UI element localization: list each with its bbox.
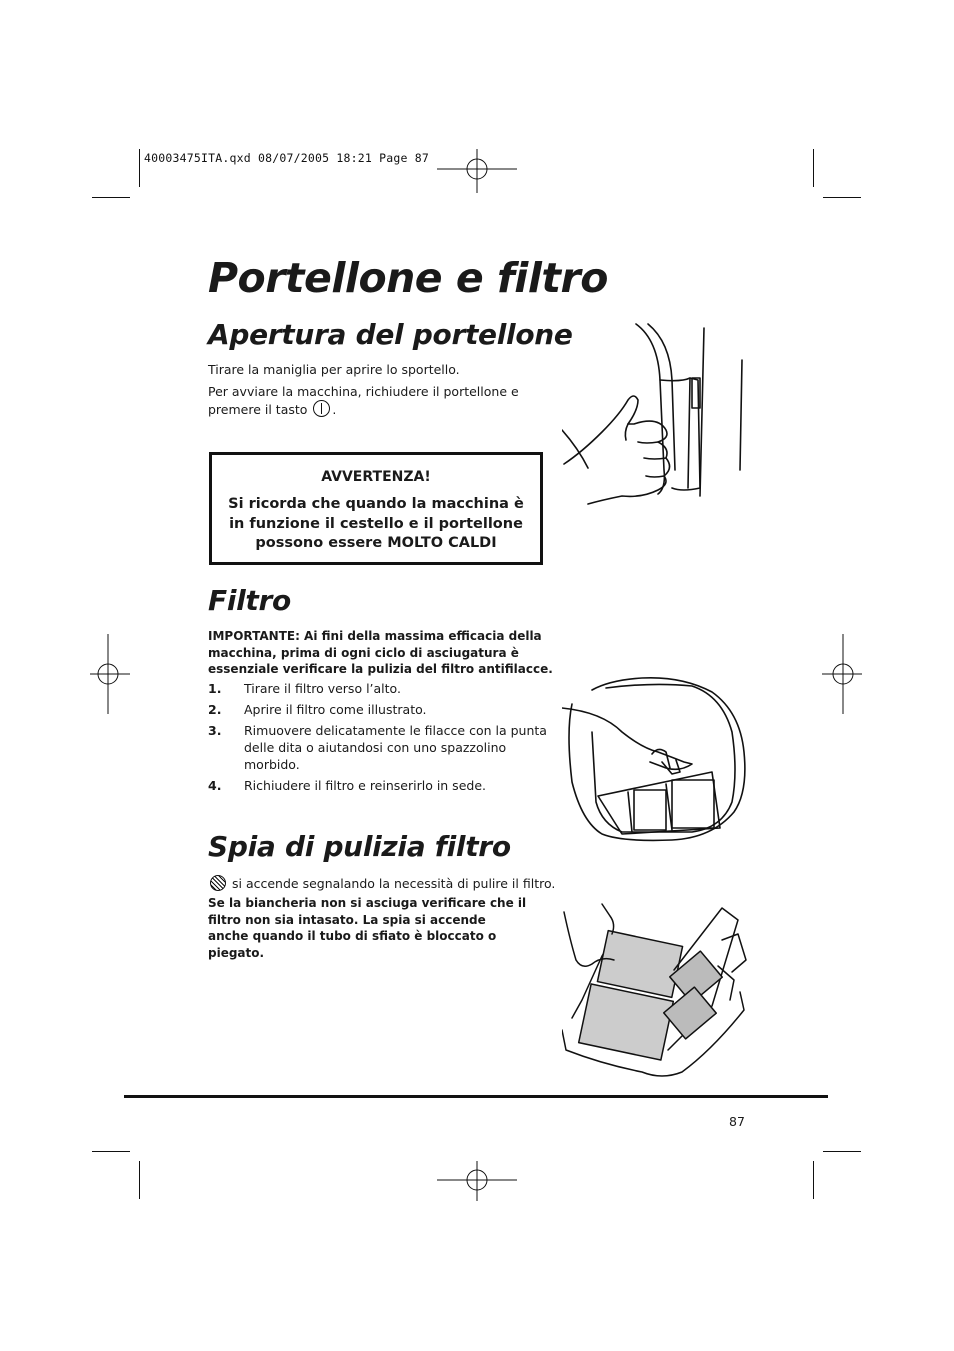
step-number: 1. — [208, 681, 222, 696]
filter-indicator-icon — [210, 875, 226, 891]
step-item — [208, 701, 548, 718]
page-number: 87 — [729, 1114, 745, 1129]
heading-apertura: Apertura del portellone — [208, 318, 573, 351]
filtro-steps — [208, 680, 548, 798]
crop-mark — [139, 149, 140, 187]
crop-mark — [813, 1161, 814, 1199]
step-text: Aprire il filtro come illustrato. — [244, 702, 427, 717]
apertura-text — [208, 361, 548, 418]
heading-spia: Spia di pulizia filtro — [208, 830, 511, 863]
filter-pull-illustration — [562, 672, 752, 844]
crop-mark — [92, 197, 130, 198]
step-text: Tirare il filtro verso l’alto. — [244, 681, 401, 696]
apertura-p2c: . — [332, 402, 337, 417]
step-number: 4. — [208, 778, 222, 793]
step-item — [208, 722, 548, 773]
crop-mark — [139, 1161, 140, 1199]
step-text: Rimuovere delicatamente le filacce con la punta delle dita o aiutandosi con uno spazzolino morbido. — [244, 723, 547, 772]
warning-title: AVVERTENZA! — [321, 469, 431, 485]
crop-mark — [92, 1151, 130, 1152]
step-item — [208, 680, 548, 697]
registration-mark-icon — [437, 149, 517, 193]
step-number: 2. — [208, 702, 222, 717]
filter-open-illustration — [562, 900, 752, 1085]
crop-mark — [823, 197, 861, 198]
apertura-p2a: Per avviare la macchina, richiudere il portellone e — [208, 384, 519, 399]
steps-list — [208, 680, 548, 794]
warning-text: Si ricorda che quando la macchina è in funzione il cestello e il portellone possono essere MOLTO CALDI — [228, 496, 524, 551]
footer-rule — [124, 1095, 828, 1098]
warning-box — [209, 452, 543, 565]
apertura-p2 — [208, 383, 548, 418]
filtro-important: IMPORTANTE: Ai fini della massima efficacia della macchina, prima di ogni ciclo di asciugatura è essenziale verificare la pulizia del filtro antifilacce. — [208, 629, 553, 676]
power-button-icon — [313, 400, 330, 417]
page-title: Portellone e filtro — [208, 254, 608, 302]
registration-mark-icon — [437, 1161, 517, 1201]
step-text: Richiudere il filtro e reinserirlo in sede. — [244, 778, 486, 793]
apertura-p1: Tirare la maniglia per aprire lo sportello. — [208, 362, 460, 377]
crop-mark — [813, 149, 814, 187]
spia-line — [210, 875, 555, 892]
spia-bold-text: Se la biancheria non si asciuga verificare che il filtro non sia intasato. La spia si accende anche quando il tubo di sfiato è bloccato o piegato. — [208, 896, 527, 960]
registration-mark-icon — [90, 634, 130, 714]
registration-mark-icon — [822, 634, 862, 714]
door-opening-illustration — [562, 320, 752, 510]
file-slug: 40003475ITA.qxd 08/07/2005 18:21 Page 87 — [144, 151, 429, 165]
step-number: 3. — [208, 723, 222, 738]
spia-line-text: si accende segnalando la necessità di pulire il filtro. — [232, 876, 556, 891]
apertura-p2b: premere il tasto — [208, 402, 308, 417]
heading-filtro: Filtro — [208, 584, 291, 617]
crop-mark — [823, 1151, 861, 1152]
step-item — [208, 777, 548, 794]
